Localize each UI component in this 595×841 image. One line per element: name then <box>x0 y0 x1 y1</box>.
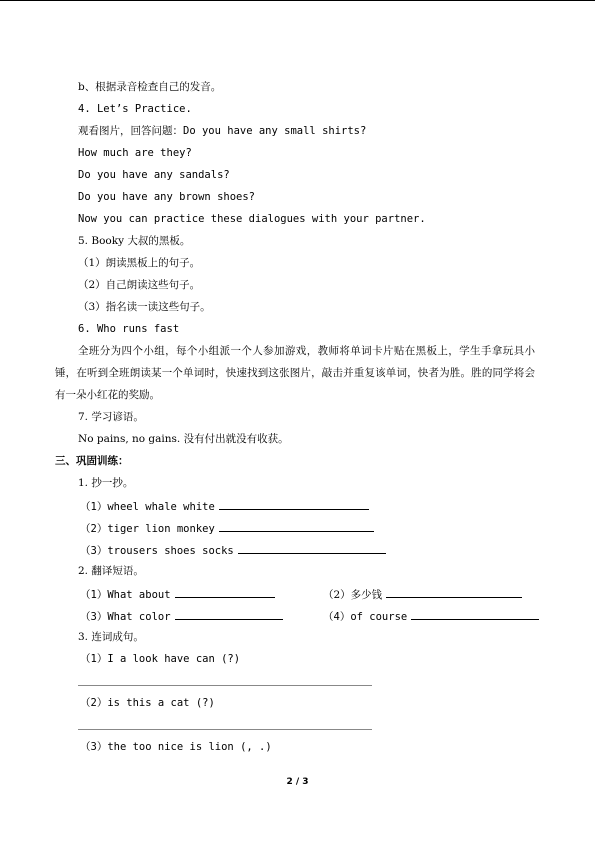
copy-item <box>80 521 374 536</box>
sentence-item: （2）is this a cat (?) <box>80 697 215 709</box>
phrase: （3）What color <box>80 611 171 623</box>
answer-blank[interactable] <box>175 609 283 620</box>
translate-item <box>80 609 283 624</box>
answer-blank[interactable] <box>175 587 275 598</box>
section-7-title: 7. 学习谚语。 <box>78 411 144 423</box>
list-item: （2）自己朗读这些句子。 <box>78 279 201 291</box>
translate-item <box>323 609 539 624</box>
sentence-item: （3）the too nice is lion (, .) <box>80 741 272 753</box>
phrase: （2）多少钱 <box>323 589 383 601</box>
copy-item <box>80 543 386 558</box>
exercise-heading: 三、巩固训练： <box>55 455 129 467</box>
section-6-title: 6. Who runs fast <box>78 323 180 335</box>
copy-item <box>80 499 369 514</box>
exercise-1-title: 1. 抄一抄。 <box>78 477 134 489</box>
copy-words: （2）tiger lion monkey <box>80 523 215 535</box>
sentence-item: （1）I a look have can (?) <box>80 653 241 665</box>
copy-words: （1）wheel whale white <box>80 501 215 513</box>
copy-words: （3）trousers shoes socks <box>80 545 234 557</box>
exercise-3-title: 3. 连词成句。 <box>78 631 144 643</box>
answer-blank[interactable] <box>411 609 539 620</box>
phrase: （4）of course <box>323 611 408 623</box>
translate-item <box>80 587 275 602</box>
dialogue-line: How much are they? <box>78 147 192 159</box>
exercise-2-title: 2. 翻译短语。 <box>78 565 144 577</box>
question-line: 观看图片，回答问题：Do you have any small shirts? <box>78 125 367 137</box>
dialogue-line: Now you can practice these dialogues with your partner. <box>78 213 426 225</box>
section-4-title: 4. Let’s Practice. <box>78 103 192 115</box>
section-5-title: 5. Booky 大叔的黑板。 <box>78 235 191 247</box>
game-paragraph: 全班分为四个小组，每个小组派一个人参加游戏，教师将单词卡片贴在黑板上，学生手拿玩具小锤，在听到全班朗读某一个单词时，快速找到这张图片，敲击并重复该单词，快者为胜。胜的同学将会有一朵小红花的奖励。 <box>55 345 535 401</box>
step-b: b、根据录音检查自己的发音。 <box>78 81 222 93</box>
dialogue-line: Do you have any sandals? <box>78 169 230 181</box>
phrase: （1）What about <box>80 589 171 601</box>
answer-blank[interactable] <box>386 587 522 598</box>
dialogue-line: Do you have any brown shoes? <box>78 191 256 203</box>
answer-blank[interactable] <box>219 521 374 532</box>
page-number: 2 / 3 <box>286 777 309 787</box>
list-item: （1）朗读黑板上的句子。 <box>78 257 201 269</box>
answer-blank[interactable] <box>219 499 369 510</box>
proverb-line: No pains, no gains. 没有付出就没有收获。 <box>78 433 289 445</box>
top-rule <box>0 0 595 1</box>
list-item: （3）指名读一读这些句子。 <box>78 301 211 313</box>
translate-item <box>323 587 522 602</box>
answer-line[interactable] <box>78 729 372 730</box>
answer-blank[interactable] <box>238 543 386 554</box>
answer-line[interactable] <box>78 685 372 686</box>
